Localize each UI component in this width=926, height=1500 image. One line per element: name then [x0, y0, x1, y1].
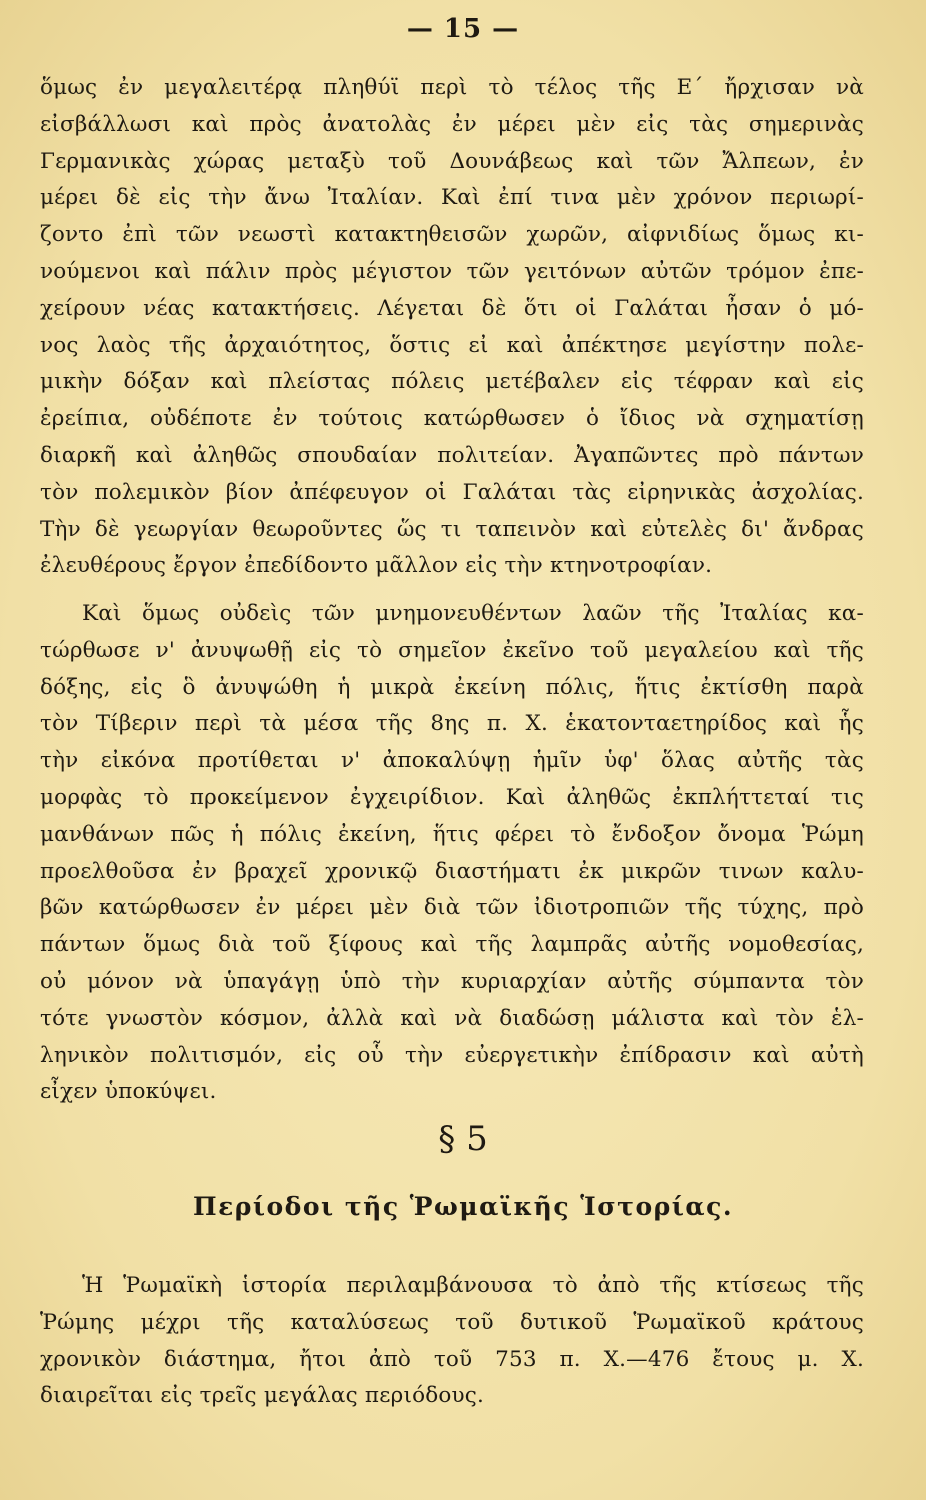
text-line: πάντων ὅμως διὰ τοῦ ξίφους καὶ τῆς λαμπρᾶς αὐτῆς νομοθεσίας, — [40, 932, 864, 958]
text-line: ἐλευθέρους ἔργον ἐπεδίδοντο μᾶλλον εἰς τὴν κτηνοτροφίαν. — [40, 553, 713, 579]
section-title: Περίοδοι τῆς Ῥωμαϊκῆς Ἱστορίας. — [192, 1192, 734, 1221]
paragraph-3 — [40, 1268, 864, 1415]
text-line: τὸν Τίβεριν περὶ τὰ μέσα τῆς 8ης π. Χ. ἑκατονταετηρίδος καὶ ἧς — [40, 711, 864, 737]
text-line: Ῥώμης μέχρι τῆς καταλύσεως τοῦ δυτικοῦ Ῥωμαϊκοῦ κράτους — [40, 1309, 864, 1335]
text-line: μικὴν δόξαν καὶ πλείστας πόλεις μετέβαλεν εἰς τέφραν καὶ εἰς — [40, 369, 864, 395]
text-line: Ἡ Ῥωμαϊκὴ ἱστορία περιλαμβάνουσα τὸ ἀπὸ τῆς κτίσεως τῆς — [82, 1273, 864, 1298]
text-line: βῶν κατώρθωσεν ἐν μέρει μὲν διὰ τῶν ἰδιοτροπιῶν τῆς τύχης, πρὸ — [40, 895, 864, 921]
text-line: ληνικὸν πολιτισμόν, εἰς οὗ τὴν εὐεργετικὴν ἐπίδρασιν καὶ αὐτὴ — [40, 1042, 864, 1068]
text-line: ἐρείπια, οὐδέποτε ἐν τούτοις κατώρθωσεν ὁ ἴδιος νὰ σχηματίσῃ — [40, 406, 864, 432]
text-line: χρονικὸν διάστημα, ἤτοι ἀπὸ τοῦ 753 π. Χ.—476 ἔτους μ. Χ. — [40, 1346, 864, 1372]
text-line: τώρθωσε ν' ἀνυψωθῇ εἰς τὸ σημεῖον ἐκεῖνο τοῦ μεγαλείου καὶ τῆς — [40, 637, 864, 663]
text-line: εἶχεν ὑποκύψει. — [40, 1079, 217, 1105]
text-line: Τὴν δὲ γεωργίαν θεωροῦντες ὥς τι ταπεινὸν καὶ εὐτελὲς δι' ἄνδρας — [40, 516, 864, 542]
text-line: τὸν πολεμικὸν βίον ἀπέφευγον οἱ Γαλάται τὰς εἰρηνικὰς ἀσχολίας. — [40, 479, 864, 505]
text-line: μέρει δὲ εἰς τὴν ἄνω Ἰταλίαν. Καὶ ἐπί τινα μὲν χρόνον περιωρί- — [40, 185, 864, 211]
text-line: νος λαὸς τῆς ἀρχαιότητος, ὅστις εἰ καὶ ἀπέκτησε μεγίστην πολε- — [40, 332, 864, 358]
text-line: Γερμανικὰς χώρας μεταξὺ τοῦ Δουνάβεως καὶ τῶν Ἄλπεων, ἐν — [40, 148, 864, 174]
text-line: μορφὰς τὸ προκείμενον ἐγχειρίδιον. Καὶ ἀληθῶς ἐκπλήττεταί τις — [40, 784, 864, 810]
text-line: διαιρεῖται εἰς τρεῖς μεγάλας περιόδους. — [40, 1383, 485, 1409]
paragraph-2 — [40, 596, 864, 1111]
text-line: ζοντο ἐπὶ τῶν νεωστὶ κατακτηθεισῶν χωρῶν, αἰφνιδίως ὅμως κι- — [40, 222, 864, 248]
text-line: ὅμως ἐν μεγαλειτέρᾳ πληθύϊ περὶ τὸ τέλος τῆς Ε´ ἤρχισαν νὰ — [40, 75, 864, 100]
page-number: — 15 — — [406, 14, 520, 44]
text-line: Καὶ ὅμως οὐδεὶς τῶν μνημονευθέντων λαῶν τῆς Ἰταλίας κα- — [82, 601, 864, 626]
text-line: διαρκῆ καὶ ἀληθῶς σπουδαίαν πολιτείαν. Ἀγαπῶντες πρὸ πάντων — [40, 442, 864, 468]
text-line: δόξης, εἰς ὃ ἀνυψώθη ἡ μικρὰ ἐκείνη πόλις, ἥτις ἐκτίσθη παρὰ — [40, 674, 864, 700]
paragraph-1 — [40, 70, 864, 585]
text-line: τὴν εἰκόνα προτίθεται ν' ἀποκαλύψῃ ἡμῖν ὑφ' ὅλας αὐτῆς τὰς — [40, 748, 864, 774]
text-line: τότε γνωστὸν κόσμον, ἀλλὰ καὶ νὰ διαδώσῃ μάλιστα καὶ τὸν ἑλ- — [40, 1005, 864, 1031]
text-line: μανθάνων πῶς ἡ πόλις ἐκείνη, ἥτις φέρει τὸ ἔνδοξον ὄνομα Ῥώμη — [40, 821, 864, 847]
text-line: οὐ μόνον νὰ ὑπαγάγῃ ὑπὸ τὴν κυριαρχίαν αὐτῆς σύμπαντα τὸν — [40, 968, 864, 994]
text-line: εἰσβάλλωσι καὶ πρὸς ἀνατολὰς ἐν μέρει μὲν εἰς τὰς σημερινὰς — [40, 111, 864, 137]
text-line: χείρουν νέας κατακτήσεις. Λέγεται δὲ ὅτι οἱ Γαλάται ἦσαν ὁ μό- — [40, 295, 864, 321]
section-mark: § 5 — [438, 1119, 488, 1159]
text-line: προελθοῦσα ἐν βραχεῖ χρονικῷ διαστήματι ἐκ μικρῶν τινων καλυ- — [40, 858, 864, 884]
text-line: νούμενοι καὶ πάλιν πρὸς μέγιστον τῶν γειτόνων αὐτῶν τρόμον ἐπε- — [40, 258, 864, 284]
